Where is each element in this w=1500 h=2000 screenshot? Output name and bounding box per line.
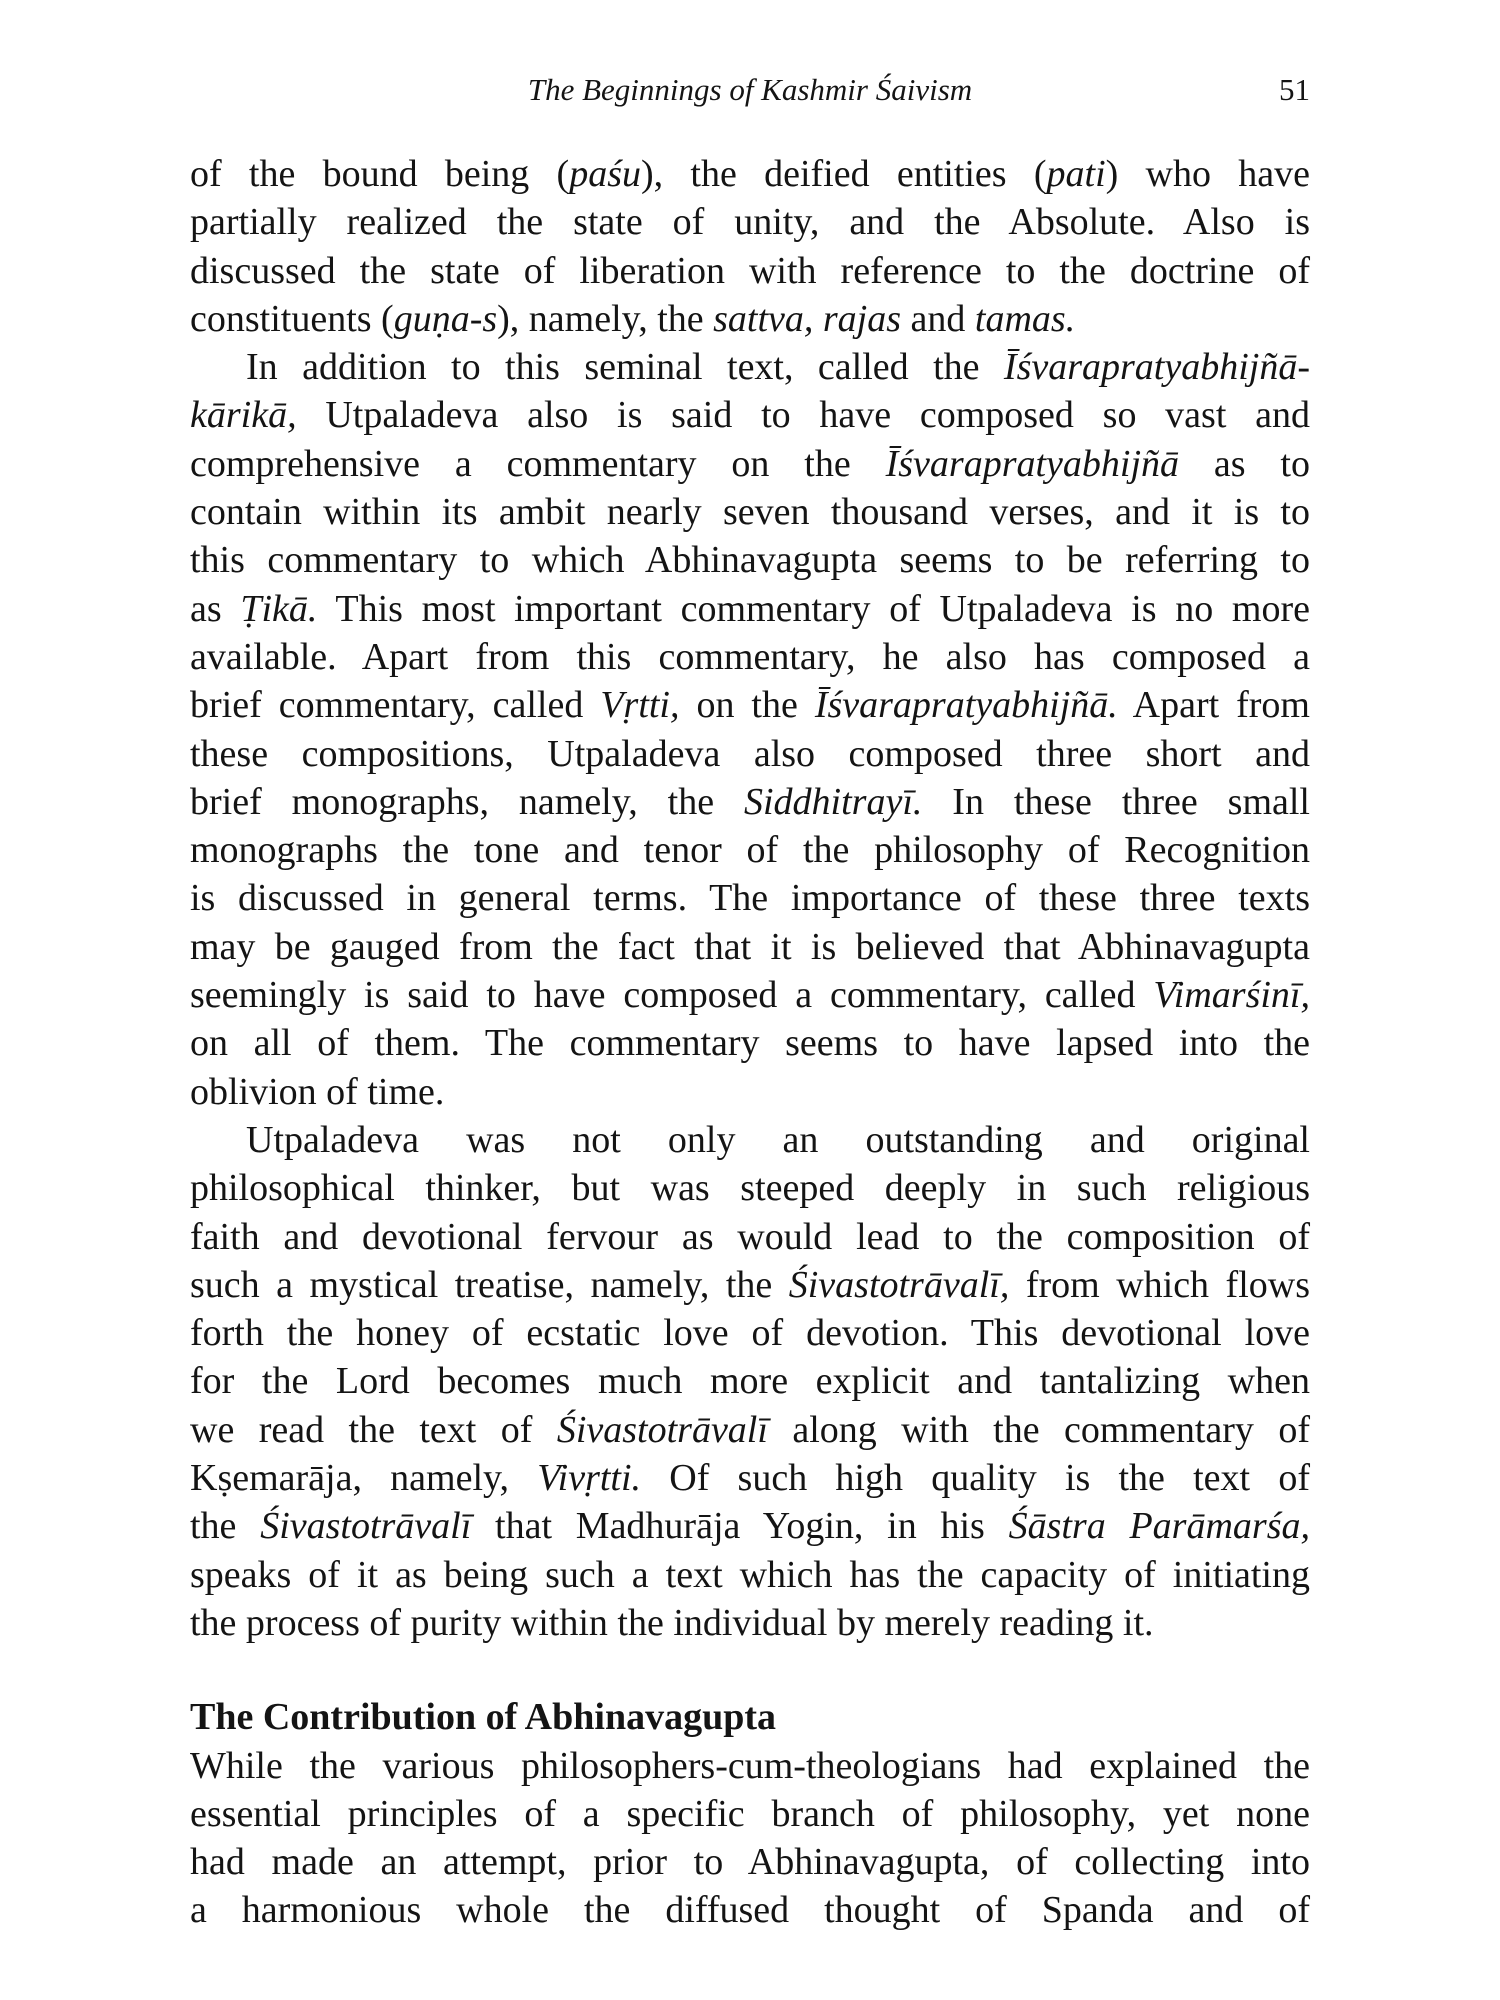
text-segment: a harmonious whole the diffused thought of Spanda and of [190,1889,1310,1932]
text-segment: as to [1179,442,1310,485]
text-line [190,1742,1310,1790]
text-segment: along with the commentary of [767,1408,1310,1451]
text-segment: Of such high quality is the text of [641,1457,1310,1500]
text-line [190,1886,1310,1934]
text-segment: philosophical thinker, but was steeped deeply in such religious [190,1167,1310,1210]
text-segment: partially realized the state of unity, and the Absolute. Also is [190,201,1310,244]
text-line [190,681,1310,729]
text-segment: forth the honey of ecstatic love of devotion. This devotional love [190,1312,1310,1355]
text-segment: Kṣemarāja, namely, [190,1457,538,1500]
section-heading: The Contribution of Abhinavagupta [190,1696,776,1739]
text-line [190,1406,1310,1454]
italic-term: Śivastotrāvalī, [788,1263,1010,1306]
text-segment: ), namely, the [497,297,714,340]
text-line [190,1599,1310,1647]
italic-term: Īśvarapratyabhijñā- [1003,346,1310,389]
italic-term: Īśvarapratyabhijñā [885,442,1180,485]
text-segment: oblivion of time. [190,1070,445,1113]
text-line [190,1309,1310,1357]
text-segment: the process of purity within the individual by merely reading it. [190,1601,1154,1644]
text-segment: This most important commentary of Utpaladeva is no more [317,587,1310,630]
text-line [190,1019,1310,1067]
body-text [190,150,1310,1935]
section-abhinavagupta [190,1742,1310,1935]
text-segment: from which flows [1009,1263,1310,1306]
text-line [190,1213,1310,1261]
italic-term: Ṭikā. [240,587,318,630]
text-line [190,1454,1310,1502]
text-line [190,633,1310,681]
italic-term: paśu [569,153,641,195]
text-segment: seemingly is said to have composed a commentary, called [190,974,1154,1017]
text-segment: these compositions, Utpaladeva also composed three short and [190,732,1310,775]
text-segment: ) who have [1105,153,1310,195]
text-line [190,1838,1310,1886]
italic-term: Śivastotrāvalī [556,1408,768,1451]
text-segment: that Madhurāja Yogin, in his [471,1505,1009,1548]
text-segment: In these three small [922,780,1310,823]
text-segment: we read the text of [190,1408,557,1451]
text-segment: essential principles of a specific branch of philosophy, yet none [190,1792,1310,1835]
text-line [190,1164,1310,1212]
section-utpaladeva [190,150,1310,1647]
text-line [190,923,1310,971]
text-segment: speaks of it as being such a text which has the capacity of initiating [190,1553,1310,1596]
text-segment: available. Apart from this commentary, he also has composed a [190,635,1310,678]
text-line [190,1551,1310,1599]
text-segment: of the bound being ( [190,153,570,195]
italic-term: Vimarśinī, [1153,974,1310,1017]
text-segment: Utpaladeva also is said to have composed so vast and [296,394,1310,437]
text-segment: comprehensive a commentary on the [190,442,886,485]
text-segment: the [190,1505,261,1548]
text-line [190,247,1310,295]
text-segment: ), the deified entities ( [640,153,1047,195]
section-gap [190,1647,1310,1693]
text-segment: such a mystical treatise, namely, the [190,1263,789,1306]
italic-term: Siddhitrayī. [744,780,923,823]
italic-term: Śāstra Parāmarśa, [1008,1505,1310,1548]
text-line [190,1357,1310,1405]
text-segment: constituents ( [190,297,394,340]
text-line [190,488,1310,536]
text-line [190,730,1310,778]
text-line [190,391,1310,439]
text-segment: brief monographs, namely, the [190,780,744,823]
text-segment: contain within its ambit nearly seven thousand verses, and it is to [190,491,1310,534]
text-segment: brief commentary, called [190,684,601,727]
italic-term: tamas. [974,297,1076,340]
running-head [190,68,1310,112]
italic-term: sattva, rajas [713,297,902,340]
text-segment: discussed the state of liberation with reference to the doctrine of [190,249,1310,292]
text-segment: monographs the tone and tenor of the philosophy of Recognition [190,829,1310,872]
text-segment: on the [679,684,815,727]
text-line [190,874,1310,922]
text-line [190,971,1310,1019]
text-segment: as [190,587,241,630]
italic-term: guṇa-s [393,297,498,340]
text-segment: is discussed in general terms. The importance of these three texts [190,877,1310,920]
text-line [190,778,1310,826]
text-line [190,343,1310,391]
italic-term: pati [1046,153,1106,195]
text-line [190,1068,1310,1116]
text-segment: Utpaladeva was not only an outstanding and original [246,1118,1310,1161]
italic-term: kārikā, [190,394,297,437]
text-segment: While the various philosophers-cum-theologians had explained the [190,1744,1310,1787]
text-segment: faith and devotional fervour as would lead to the composition of [190,1215,1310,1258]
running-title: The Beginnings of Kashmir Śaivism [527,72,973,107]
text-line [190,150,1310,198]
italic-term: Īśvarapratyabhijñā. [814,684,1118,727]
text-line [190,1116,1310,1164]
text-segment: for the Lord becomes much more explicit and tantalizing when [190,1360,1310,1403]
text-segment: had made an attempt, prior to Abhinavagupta, of collecting into [190,1841,1310,1884]
text-segment: this commentary to which Abhinavagupta seems to be referring to [190,539,1310,582]
italic-term: Vivṛtti. [537,1457,642,1500]
italic-term: Śivastotrāvalī [260,1505,472,1548]
italic-term: Vṛtti, [600,684,680,727]
text-line [190,198,1310,246]
text-segment: may be gauged from the fact that it is believed that Abhinavagupta [190,925,1310,968]
text-segment: and [901,297,975,340]
text-segment: Apart from [1117,684,1310,727]
text-line [190,1790,1310,1838]
text-segment: on all of them. The commentary seems to have lapsed into the [190,1022,1310,1065]
page-number: 51 [1279,72,1310,107]
text-line [190,826,1310,874]
text-line [190,1261,1310,1309]
text-segment: In addition to this seminal text, called the [246,346,1004,389]
text-line [190,585,1310,633]
text-line [190,1502,1310,1550]
text-line [190,440,1310,488]
text-line [190,295,1310,343]
text-line [190,536,1310,584]
